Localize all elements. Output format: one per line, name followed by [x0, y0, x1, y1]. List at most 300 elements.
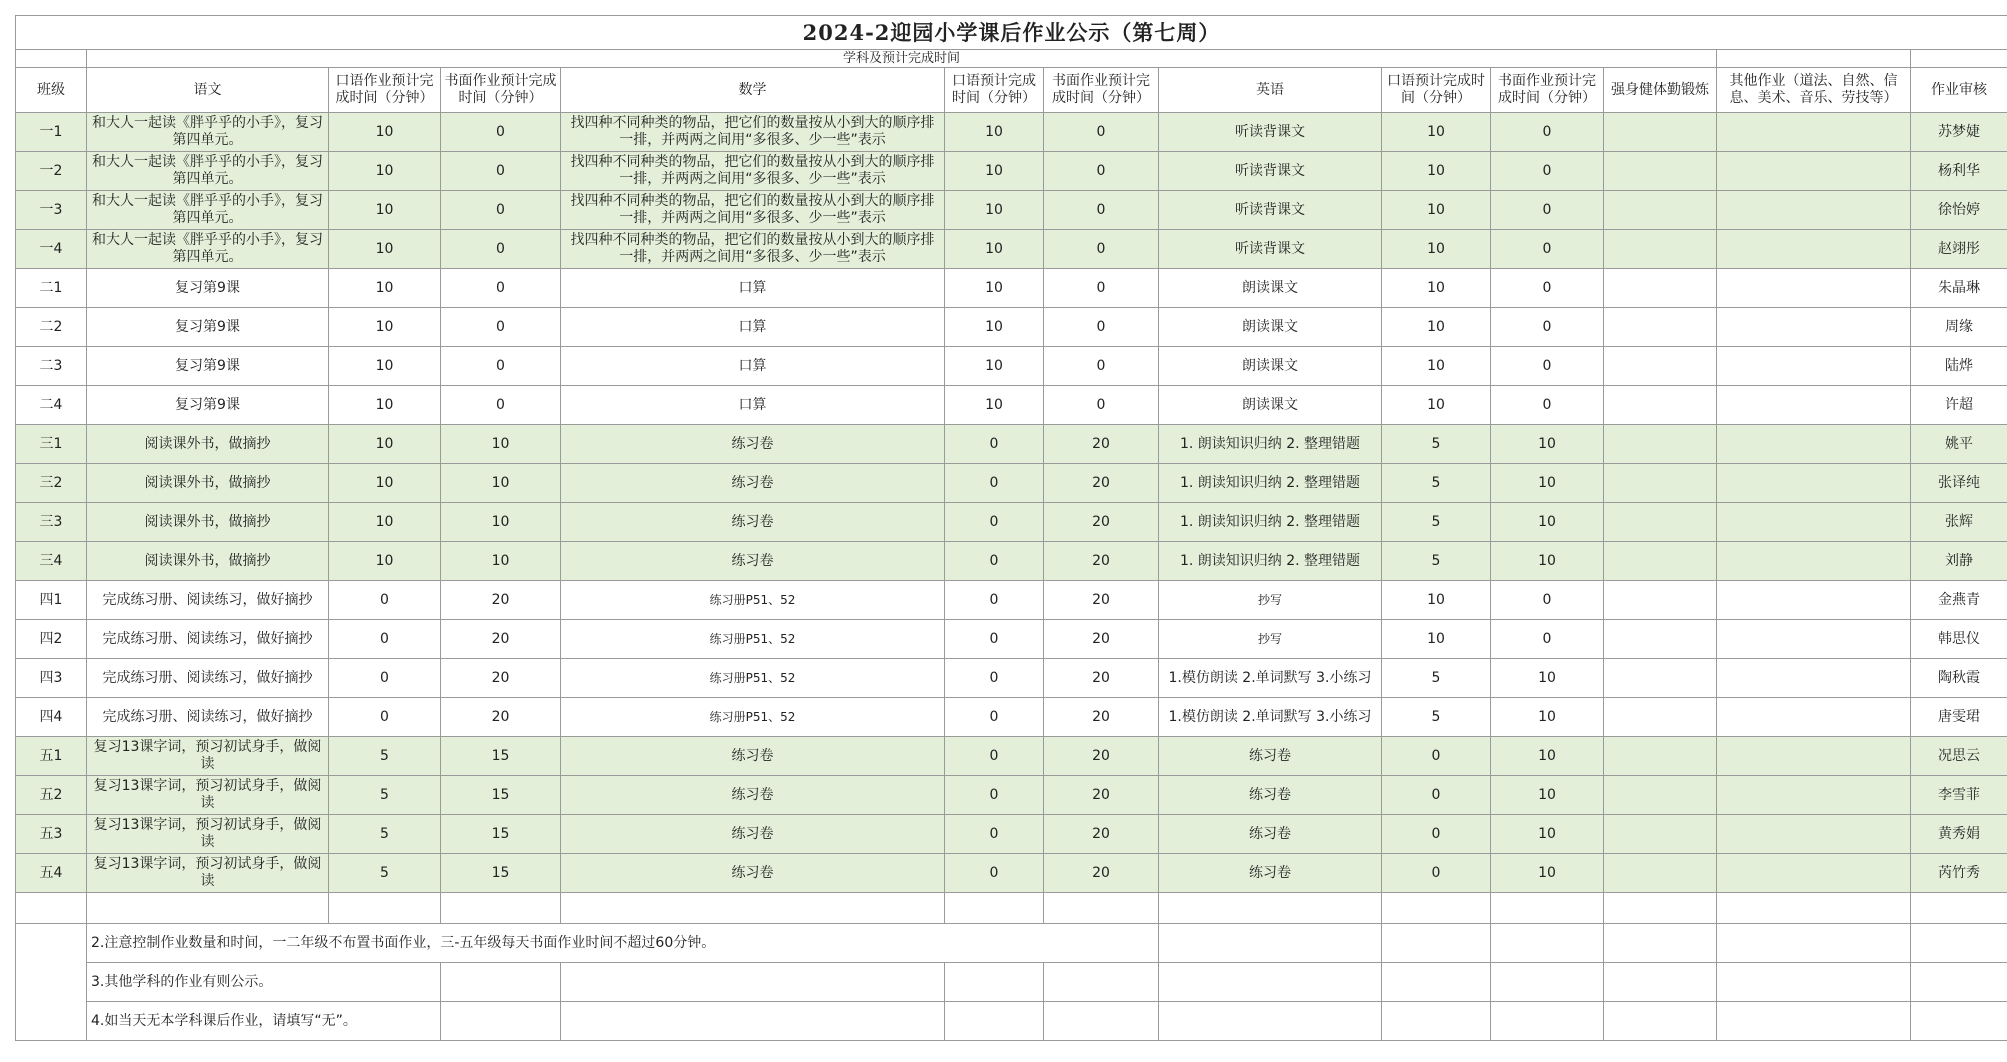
blank-cell	[1911, 963, 2007, 1002]
cell-math-oral-time: 10	[945, 113, 1044, 152]
cell-reviewer: 刘静	[1911, 542, 2007, 581]
cell-eng-written-time: 0	[1491, 113, 1604, 152]
cell-written-time: 10	[441, 503, 561, 542]
cell-eng-oral-time: 5	[1382, 464, 1491, 503]
cell-oral-time: 0	[329, 659, 441, 698]
cell-math-oral-time: 0	[945, 815, 1044, 854]
cell-exercise	[1604, 425, 1717, 464]
cell-class: 二1	[16, 269, 87, 308]
blank-cell	[1911, 50, 2007, 68]
cell-oral-time: 10	[329, 386, 441, 425]
cell-math: 练习卷	[561, 425, 945, 464]
cell-math-written-time: 20	[1044, 815, 1159, 854]
cell-written-time: 0	[441, 308, 561, 347]
cell-exercise	[1604, 854, 1717, 893]
blank-cell	[1491, 924, 1604, 963]
cell-math: 练习册P51、52	[561, 620, 945, 659]
cell-eng-oral-time: 0	[1382, 815, 1491, 854]
blank-cell	[945, 893, 1044, 924]
cell-oral-time: 5	[329, 776, 441, 815]
cell-other	[1717, 737, 1911, 776]
blank-cell	[441, 1002, 561, 1041]
blank-cell	[1911, 924, 2007, 963]
cell-math-written-time: 20	[1044, 698, 1159, 737]
cell-reviewer: 李雪菲	[1911, 776, 2007, 815]
cell-math-written-time: 20	[1044, 776, 1159, 815]
blank-cell	[1911, 893, 2007, 924]
cell-class: 五3	[16, 815, 87, 854]
cell-written-time: 15	[441, 854, 561, 893]
cell-other	[1717, 425, 1911, 464]
cell-reviewer: 陆烨	[1911, 347, 2007, 386]
cell-english: 1. 朗读知识归纳 2. 整理错题	[1159, 464, 1382, 503]
cell-written-time: 10	[441, 542, 561, 581]
cell-eng-oral-time: 10	[1382, 269, 1491, 308]
cell-eng-written-time: 10	[1491, 854, 1604, 893]
blank-cell	[16, 50, 87, 68]
cell-written-time: 0	[441, 269, 561, 308]
cell-oral-time: 5	[329, 854, 441, 893]
cell-exercise	[1604, 737, 1717, 776]
cell-math-written-time: 0	[1044, 269, 1159, 308]
page-title: 2024-2迎园小学课后作业公示（第七周）	[16, 16, 2007, 50]
header-english: 英语	[1159, 68, 1382, 113]
table-row	[16, 581, 2007, 620]
cell-chinese: 复习第9课	[87, 269, 329, 308]
cell-math-written-time: 0	[1044, 113, 1159, 152]
cell-written-time: 0	[441, 191, 561, 230]
cell-eng-written-time: 0	[1491, 152, 1604, 191]
cell-math-oral-time: 0	[945, 542, 1044, 581]
cell-eng-oral-time: 10	[1382, 386, 1491, 425]
cell-other	[1717, 854, 1911, 893]
cell-eng-written-time: 0	[1491, 191, 1604, 230]
cell-eng-oral-time: 5	[1382, 659, 1491, 698]
cell-class: 五4	[16, 854, 87, 893]
cell-math: 找四种不同种类的物品，把它们的数量按从小到大的顺序排一排，并两两之间用“多很多、少一些”表示	[561, 152, 945, 191]
table-row	[16, 659, 2007, 698]
cell-other	[1717, 581, 1911, 620]
cell-eng-oral-time: 5	[1382, 503, 1491, 542]
cell-eng-written-time: 10	[1491, 503, 1604, 542]
cell-exercise	[1604, 230, 1717, 269]
header-other: 其他作业（道法、自然、信息、美术、音乐、劳技等）	[1717, 68, 1911, 113]
cell-chinese: 和大人一起读《胖乎乎的小手》，复习第四单元。	[87, 113, 329, 152]
cell-english: 朗读课文	[1159, 269, 1382, 308]
note-2: 2.注意控制作业数量和时间，一二年级不布置书面作业，三-五年级每天书面作业时间不超过60分钟。	[87, 924, 1159, 963]
cell-oral-time: 10	[329, 152, 441, 191]
table-row	[16, 815, 2007, 854]
cell-math-oral-time: 0	[945, 503, 1044, 542]
cell-exercise	[1604, 698, 1717, 737]
blank-cell	[561, 963, 945, 1002]
cell-exercise	[1604, 347, 1717, 386]
cell-chinese: 和大人一起读《胖乎乎的小手》，复习第四单元。	[87, 191, 329, 230]
cell-other	[1717, 152, 1911, 191]
homework-sheet	[15, 15, 2007, 1041]
table-row	[16, 230, 2007, 269]
cell-english: 听读背课文	[1159, 152, 1382, 191]
cell-math: 找四种不同种类的物品，把它们的数量按从小到大的顺序排一排，并两两之间用“多很多、少一些”表示	[561, 191, 945, 230]
cell-written-time: 10	[441, 464, 561, 503]
table-row	[16, 503, 2007, 542]
cell-reviewer: 芮竹秀	[1911, 854, 2007, 893]
cell-math-written-time: 20	[1044, 737, 1159, 776]
cell-written-time: 15	[441, 815, 561, 854]
cell-written-time: 0	[441, 113, 561, 152]
cell-math-oral-time: 10	[945, 152, 1044, 191]
cell-written-time: 10	[441, 425, 561, 464]
blank-cell	[1491, 893, 1604, 924]
cell-eng-written-time: 10	[1491, 776, 1604, 815]
blank-cell	[87, 893, 329, 924]
cell-math-written-time: 20	[1044, 659, 1159, 698]
header-written-time: 书面作业预计完成时间（分钟）	[441, 68, 561, 113]
cell-other	[1717, 815, 1911, 854]
cell-math-oral-time: 0	[945, 776, 1044, 815]
cell-english: 朗读课文	[1159, 347, 1382, 386]
cell-class: 四3	[16, 659, 87, 698]
table-row	[16, 191, 2007, 230]
cell-math-oral-time: 0	[945, 425, 1044, 464]
cell-class: 五2	[16, 776, 87, 815]
table-row	[16, 269, 2007, 308]
blank-cell	[441, 963, 561, 1002]
table-row	[16, 620, 2007, 659]
homework-table	[15, 15, 2007, 1041]
cell-english: 练习卷	[1159, 854, 1382, 893]
cell-chinese: 复习第9课	[87, 308, 329, 347]
cell-math-written-time: 0	[1044, 308, 1159, 347]
cell-math-oral-time: 10	[945, 191, 1044, 230]
cell-written-time: 0	[441, 347, 561, 386]
cell-oral-time: 10	[329, 269, 441, 308]
cell-oral-time: 10	[329, 347, 441, 386]
cell-eng-written-time: 10	[1491, 737, 1604, 776]
cell-chinese: 完成练习册、阅读练习，做好摘抄	[87, 659, 329, 698]
cell-eng-written-time: 10	[1491, 464, 1604, 503]
blank-cell	[1604, 924, 1717, 963]
cell-math-oral-time: 0	[945, 620, 1044, 659]
cell-class: 四4	[16, 698, 87, 737]
cell-math-written-time: 20	[1044, 503, 1159, 542]
cell-chinese: 阅读课外书，做摘抄	[87, 464, 329, 503]
cell-exercise	[1604, 308, 1717, 347]
cell-written-time: 20	[441, 659, 561, 698]
blank-cell	[1382, 924, 1491, 963]
cell-class: 三3	[16, 503, 87, 542]
cell-reviewer: 金燕青	[1911, 581, 2007, 620]
cell-reviewer: 徐怡婷	[1911, 191, 2007, 230]
cell-oral-time: 10	[329, 542, 441, 581]
blank-cell	[1717, 1002, 1911, 1041]
cell-other	[1717, 113, 1911, 152]
cell-other	[1717, 308, 1911, 347]
cell-math: 找四种不同种类的物品，把它们的数量按从小到大的顺序排一排，并两两之间用“多很多、少一些”表示	[561, 113, 945, 152]
cell-math-written-time: 0	[1044, 191, 1159, 230]
cell-eng-written-time: 0	[1491, 347, 1604, 386]
cell-eng-written-time: 0	[1491, 269, 1604, 308]
cell-math: 练习卷	[561, 542, 945, 581]
cell-math-written-time: 0	[1044, 152, 1159, 191]
note-4: 4.如当天无本学科课后作业，请填写“无”。	[87, 1002, 441, 1041]
cell-math-oral-time: 10	[945, 386, 1044, 425]
cell-math-written-time: 20	[1044, 542, 1159, 581]
cell-oral-time: 0	[329, 698, 441, 737]
cell-exercise	[1604, 152, 1717, 191]
cell-math-written-time: 0	[1044, 230, 1159, 269]
cell-class: 一4	[16, 230, 87, 269]
cell-reviewer: 苏梦婕	[1911, 113, 2007, 152]
cell-math: 口算	[561, 308, 945, 347]
cell-eng-written-time: 0	[1491, 620, 1604, 659]
cell-class: 四2	[16, 620, 87, 659]
cell-class: 四1	[16, 581, 87, 620]
blank-cell	[1717, 50, 1911, 68]
blank-cell	[945, 1002, 1044, 1041]
cell-oral-time: 10	[329, 308, 441, 347]
blank-cell	[1717, 893, 1911, 924]
cell-chinese: 复习第9课	[87, 386, 329, 425]
table-row	[16, 854, 2007, 893]
cell-class: 一3	[16, 191, 87, 230]
table-row	[16, 425, 2007, 464]
cell-math-oral-time: 0	[945, 854, 1044, 893]
cell-exercise	[1604, 815, 1717, 854]
cell-class: 二2	[16, 308, 87, 347]
header-exercise: 强身健体勤锻炼	[1604, 68, 1717, 113]
cell-math-oral-time: 0	[945, 659, 1044, 698]
cell-other	[1717, 698, 1911, 737]
cell-math-oral-time: 10	[945, 347, 1044, 386]
cell-chinese: 复习13课字词，预习初试身手，做阅读	[87, 776, 329, 815]
cell-eng-oral-time: 10	[1382, 152, 1491, 191]
cell-reviewer: 张译纯	[1911, 464, 2007, 503]
cell-exercise	[1604, 620, 1717, 659]
cell-english: 1. 朗读知识归纳 2. 整理错题	[1159, 425, 1382, 464]
cell-english: 练习卷	[1159, 815, 1382, 854]
cell-other	[1717, 503, 1911, 542]
cell-chinese: 完成练习册、阅读练习，做好摘抄	[87, 620, 329, 659]
cell-written-time: 15	[441, 737, 561, 776]
cell-eng-written-time: 10	[1491, 698, 1604, 737]
table-row	[16, 698, 2007, 737]
cell-written-time: 20	[441, 698, 561, 737]
cell-reviewer: 黄秀娟	[1911, 815, 2007, 854]
cell-reviewer: 朱晶琳	[1911, 269, 2007, 308]
cell-math: 练习册P51、52	[561, 698, 945, 737]
cell-exercise	[1604, 542, 1717, 581]
cell-other	[1717, 191, 1911, 230]
blank-cell	[441, 893, 561, 924]
cell-math: 练习卷	[561, 815, 945, 854]
cell-math: 练习卷	[561, 464, 945, 503]
blank-cell	[1159, 963, 1382, 1002]
cell-math-oral-time: 0	[945, 581, 1044, 620]
cell-other	[1717, 620, 1911, 659]
cell-chinese: 完成练习册、阅读练习，做好摘抄	[87, 581, 329, 620]
cell-chinese: 复习13课字词，预习初试身手，做阅读	[87, 854, 329, 893]
cell-oral-time: 10	[329, 191, 441, 230]
cell-english: 朗读课文	[1159, 386, 1382, 425]
cell-class: 五1	[16, 737, 87, 776]
cell-oral-time: 10	[329, 425, 441, 464]
cell-reviewer: 张辉	[1911, 503, 2007, 542]
cell-eng-oral-time: 10	[1382, 230, 1491, 269]
blank-cell	[1382, 893, 1491, 924]
cell-written-time: 20	[441, 581, 561, 620]
cell-reviewer: 唐雯珺	[1911, 698, 2007, 737]
cell-math-written-time: 20	[1044, 581, 1159, 620]
header-math-oral-time: 口语预计完成时间（分钟）	[945, 68, 1044, 113]
header-oral-time: 口语作业预计完成时间（分钟）	[329, 68, 441, 113]
blank-cell	[1044, 1002, 1159, 1041]
table-row	[16, 737, 2007, 776]
cell-math-written-time: 0	[1044, 347, 1159, 386]
table-row	[16, 464, 2007, 503]
cell-other	[1717, 776, 1911, 815]
cell-other	[1717, 386, 1911, 425]
cell-class: 三4	[16, 542, 87, 581]
cell-reviewer: 许超	[1911, 386, 2007, 425]
blank-cell	[1911, 1002, 2007, 1041]
cell-class: 二3	[16, 347, 87, 386]
cell-exercise	[1604, 191, 1717, 230]
cell-english: 抄写	[1159, 620, 1382, 659]
cell-math-written-time: 0	[1044, 386, 1159, 425]
cell-written-time: 0	[441, 230, 561, 269]
cell-eng-written-time: 0	[1491, 230, 1604, 269]
cell-exercise	[1604, 113, 1717, 152]
cell-english: 练习卷	[1159, 737, 1382, 776]
cell-eng-written-time: 10	[1491, 815, 1604, 854]
blank-cell	[1044, 893, 1159, 924]
cell-reviewer: 周缘	[1911, 308, 2007, 347]
cell-math-oral-time: 0	[945, 737, 1044, 776]
cell-chinese: 和大人一起读《胖乎乎的小手》，复习第四单元。	[87, 152, 329, 191]
cell-oral-time: 10	[329, 230, 441, 269]
blank-cell	[1159, 893, 1382, 924]
cell-english: 抄写	[1159, 581, 1382, 620]
cell-written-time: 20	[441, 620, 561, 659]
table-row	[16, 308, 2007, 347]
cell-eng-written-time: 0	[1491, 386, 1604, 425]
cell-eng-oral-time: 0	[1382, 737, 1491, 776]
cell-english: 听读背课文	[1159, 230, 1382, 269]
cell-other	[1717, 347, 1911, 386]
cell-math-oral-time: 10	[945, 308, 1044, 347]
cell-chinese: 复习13课字词，预习初试身手，做阅读	[87, 737, 329, 776]
cell-exercise	[1604, 386, 1717, 425]
header-math: 数学	[561, 68, 945, 113]
cell-other	[1717, 659, 1911, 698]
cell-english: 1.模仿朗读 2.单词默写 3.小练习	[1159, 698, 1382, 737]
cell-math-oral-time: 0	[945, 698, 1044, 737]
cell-exercise	[1604, 581, 1717, 620]
blank-cell	[945, 963, 1044, 1002]
cell-english: 1. 朗读知识归纳 2. 整理错题	[1159, 503, 1382, 542]
cell-oral-time: 10	[329, 503, 441, 542]
cell-eng-written-time: 10	[1491, 659, 1604, 698]
cell-reviewer: 杨利华	[1911, 152, 2007, 191]
cell-math: 练习卷	[561, 503, 945, 542]
cell-exercise	[1604, 269, 1717, 308]
cell-eng-oral-time: 5	[1382, 542, 1491, 581]
blank-cell	[16, 924, 87, 1041]
header-eng-oral-time: 口语预计完成时间（分钟）	[1382, 68, 1491, 113]
blank-cell	[1604, 1002, 1717, 1041]
cell-chinese: 完成练习册、阅读练习，做好摘抄	[87, 698, 329, 737]
blank-cell	[1382, 1002, 1491, 1041]
cell-oral-time: 5	[329, 815, 441, 854]
cell-chinese: 复习13课字词，预习初试身手，做阅读	[87, 815, 329, 854]
blank-cell	[561, 893, 945, 924]
cell-eng-oral-time: 10	[1382, 308, 1491, 347]
cell-eng-oral-time: 10	[1382, 581, 1491, 620]
table-row	[16, 776, 2007, 815]
cell-chinese: 阅读课外书，做摘抄	[87, 542, 329, 581]
cell-written-time: 0	[441, 152, 561, 191]
cell-class: 三2	[16, 464, 87, 503]
cell-eng-oral-time: 5	[1382, 425, 1491, 464]
blank-cell	[561, 1002, 945, 1041]
cell-eng-oral-time: 10	[1382, 113, 1491, 152]
cell-english: 1. 朗读知识归纳 2. 整理错题	[1159, 542, 1382, 581]
cell-math-written-time: 20	[1044, 620, 1159, 659]
cell-math-oral-time: 10	[945, 269, 1044, 308]
cell-eng-written-time: 0	[1491, 581, 1604, 620]
note-3: 3.其他学科的作业有则公示。	[87, 963, 441, 1002]
header-review: 作业审核	[1911, 68, 2007, 113]
cell-oral-time: 0	[329, 620, 441, 659]
subject-subheader: 学科及预计完成时间	[87, 50, 1717, 68]
cell-english: 朗读课文	[1159, 308, 1382, 347]
cell-reviewer: 陶秋霞	[1911, 659, 2007, 698]
cell-oral-time: 10	[329, 113, 441, 152]
cell-chinese: 阅读课外书，做摘抄	[87, 425, 329, 464]
blank-cell	[1382, 963, 1491, 1002]
cell-math: 练习卷	[561, 737, 945, 776]
blank-cell	[16, 893, 87, 924]
cell-other	[1717, 269, 1911, 308]
cell-class: 一1	[16, 113, 87, 152]
cell-class: 三1	[16, 425, 87, 464]
cell-written-time: 0	[441, 386, 561, 425]
cell-math: 口算	[561, 386, 945, 425]
blank-cell	[1044, 963, 1159, 1002]
cell-english: 听读背课文	[1159, 191, 1382, 230]
cell-english: 听读背课文	[1159, 113, 1382, 152]
cell-reviewer: 韩思仪	[1911, 620, 2007, 659]
cell-exercise	[1604, 464, 1717, 503]
cell-math-oral-time: 0	[945, 464, 1044, 503]
cell-math-written-time: 20	[1044, 464, 1159, 503]
cell-oral-time: 0	[329, 581, 441, 620]
cell-eng-oral-time: 5	[1382, 698, 1491, 737]
cell-math: 练习卷	[561, 854, 945, 893]
cell-math-written-time: 20	[1044, 425, 1159, 464]
cell-english: 1.模仿朗读 2.单词默写 3.小练习	[1159, 659, 1382, 698]
cell-eng-written-time: 10	[1491, 425, 1604, 464]
table-row	[16, 347, 2007, 386]
cell-eng-written-time: 0	[1491, 308, 1604, 347]
cell-eng-oral-time: 0	[1382, 776, 1491, 815]
cell-chinese: 和大人一起读《胖乎乎的小手》，复习第四单元。	[87, 230, 329, 269]
blank-cell	[1717, 924, 1911, 963]
cell-other	[1717, 464, 1911, 503]
cell-oral-time: 5	[329, 737, 441, 776]
cell-exercise	[1604, 776, 1717, 815]
